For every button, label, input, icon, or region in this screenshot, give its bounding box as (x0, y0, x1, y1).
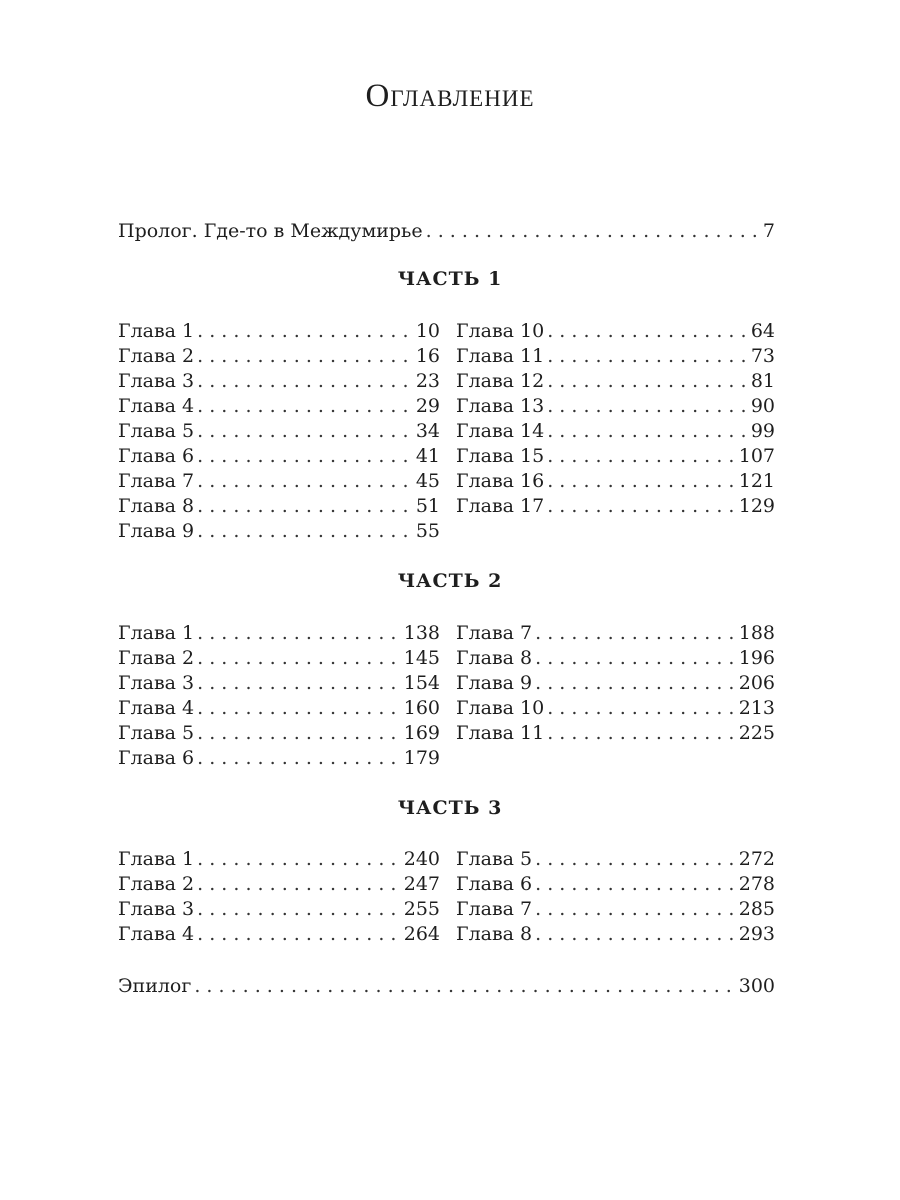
dot-leader (547, 319, 748, 344)
dot-leader (547, 344, 748, 369)
toc-entry-chapter[interactable] (456, 671, 775, 696)
toc-entry-label: Глава 1 (118, 848, 195, 870)
toc-entry-chapter[interactable] (118, 519, 440, 544)
toc-entry-page: 34 (415, 420, 440, 442)
toc-entry-page: 264 (403, 923, 440, 945)
toc-entry-label: Глава 3 (118, 672, 195, 694)
toc-entry-page: 213 (738, 697, 775, 719)
dot-leader (535, 872, 736, 897)
toc-entry-chapter[interactable] (118, 319, 440, 344)
dot-leader (535, 671, 736, 696)
part-3-left-column (118, 847, 440, 947)
dot-leader (535, 922, 736, 947)
toc-entry-chapter[interactable] (456, 369, 775, 394)
toc-entry-label: Глава 16 (456, 470, 545, 492)
toc-entry-label: Глава 8 (118, 495, 195, 517)
toc-entry-epilogue[interactable] (118, 974, 775, 999)
dot-leader (547, 494, 736, 519)
dot-leader (197, 721, 401, 746)
dot-leader (197, 847, 401, 872)
dot-leader (197, 646, 401, 671)
page-title: Оглавление (365, 78, 535, 114)
toc-entry-chapter[interactable] (456, 897, 775, 922)
toc-entry-page: 51 (415, 495, 440, 517)
toc-entry-chapter[interactable] (118, 922, 440, 947)
dot-leader (197, 519, 413, 544)
toc-entry-chapter[interactable] (118, 469, 440, 494)
toc-entry-page: 247 (403, 873, 440, 895)
toc-entry-label: Глава 1 (118, 622, 195, 644)
toc-entry-chapter[interactable] (456, 419, 775, 444)
toc-entry-page: 179 (403, 747, 440, 769)
toc-entry-chapter[interactable] (118, 419, 440, 444)
toc-entry-page: 45 (415, 470, 440, 492)
toc-entry-page: 225 (738, 722, 775, 744)
toc-entry-label: Эпилог (118, 975, 192, 997)
toc-entry-label: Глава 7 (456, 622, 533, 644)
dot-leader (535, 847, 736, 872)
dot-leader (547, 469, 736, 494)
toc-entry-chapter[interactable] (118, 621, 440, 646)
toc-entry-chapter[interactable] (456, 872, 775, 897)
toc-entry-label: Глава 4 (118, 923, 195, 945)
dot-leader (547, 369, 748, 394)
toc-entry-chapter[interactable] (456, 319, 775, 344)
toc-entry-page: 90 (750, 395, 775, 417)
toc-entry-label: Глава 10 (456, 320, 545, 342)
toc-entry-chapter[interactable] (456, 494, 775, 519)
toc-entry-page: 41 (415, 445, 440, 467)
dot-leader (197, 394, 413, 419)
toc-entry-label: Глава 15 (456, 445, 545, 467)
toc-entry-prologue[interactable] (118, 219, 775, 244)
toc-entry-chapter[interactable] (118, 444, 440, 469)
toc-entry-label: Глава 2 (118, 345, 195, 367)
toc-entry-chapter[interactable] (118, 746, 440, 771)
toc-entry-label: Глава 12 (456, 370, 545, 392)
dot-leader (197, 922, 401, 947)
dot-leader (197, 444, 413, 469)
dot-leader (547, 696, 736, 721)
toc-entry-label: Глава 5 (456, 848, 533, 870)
toc-entry-label: Глава 6 (118, 445, 195, 467)
toc-entry-chapter[interactable] (456, 444, 775, 469)
toc-entry-page: 7 (762, 220, 775, 242)
dot-leader (197, 746, 401, 771)
toc-entry-label: Глава 9 (118, 520, 195, 542)
dot-leader (197, 897, 401, 922)
dot-leader (197, 494, 413, 519)
dot-leader (197, 872, 401, 897)
toc-entry-page: 16 (415, 345, 440, 367)
toc-entry-chapter[interactable] (118, 872, 440, 897)
dot-leader (547, 419, 748, 444)
toc-entry-label: Глава 9 (456, 672, 533, 694)
toc-entry-label: Глава 2 (118, 873, 195, 895)
toc-entry-page: 55 (415, 520, 440, 542)
dot-leader (197, 319, 413, 344)
toc-entry-page: 255 (403, 898, 440, 920)
dot-leader (197, 344, 413, 369)
toc-entry-label: Глава 2 (118, 647, 195, 669)
toc-entry-chapter[interactable] (118, 344, 440, 369)
toc-entry-chapter[interactable] (456, 922, 775, 947)
dot-leader (194, 974, 735, 999)
dot-leader (197, 621, 401, 646)
toc-entry-label: Глава 8 (456, 647, 533, 669)
toc-entry-page: 138 (403, 622, 440, 644)
part-heading-3: ЧАСТЬ 3 (397, 797, 503, 819)
toc-entry-chapter[interactable] (118, 671, 440, 696)
toc-entry-label: Глава 11 (456, 722, 545, 744)
dot-leader (197, 469, 413, 494)
toc-entry-page: 169 (403, 722, 440, 744)
toc-entry-page: 240 (403, 848, 440, 870)
part-2-left-column (118, 621, 440, 771)
toc-entry-chapter[interactable] (118, 394, 440, 419)
toc-entry-label: Глава 13 (456, 395, 545, 417)
toc-entry-page: 160 (403, 697, 440, 719)
toc-entry-page: 10 (415, 320, 440, 342)
toc-entry-chapter[interactable] (456, 344, 775, 369)
toc-entry-label: Глава 5 (118, 420, 195, 442)
toc-entry-page: 107 (738, 445, 775, 467)
toc-entry-chapter[interactable] (118, 696, 440, 721)
toc-entry-label: Глава 4 (118, 395, 195, 417)
toc-entry-chapter[interactable] (456, 696, 775, 721)
toc-entry-chapter[interactable] (118, 897, 440, 922)
toc-entry-page: 73 (750, 345, 775, 367)
toc-entry-chapter[interactable] (456, 721, 775, 746)
toc-entry-page: 99 (750, 420, 775, 442)
toc-entry-page: 293 (738, 923, 775, 945)
toc-entry-label: Глава 6 (456, 873, 533, 895)
dot-leader (426, 219, 760, 244)
toc-entry-chapter[interactable] (118, 847, 440, 872)
dot-leader (197, 696, 401, 721)
toc-entry-chapter[interactable] (456, 847, 775, 872)
toc-entry-label: Глава 7 (456, 898, 533, 920)
toc-entry-label: Глава 14 (456, 420, 545, 442)
toc-entry-chapter[interactable] (118, 494, 440, 519)
toc-entry-page: 196 (738, 647, 775, 669)
toc-entry-page: 129 (738, 495, 775, 517)
toc-entry-page: 278 (738, 873, 775, 895)
toc-entry-label: Глава 3 (118, 370, 195, 392)
toc-entry-label: Глава 5 (118, 722, 195, 744)
toc-entry-page: 300 (738, 975, 775, 997)
toc-entry-page: 81 (750, 370, 775, 392)
toc-entry-chapter[interactable] (456, 394, 775, 419)
toc-entry-label: Глава 1 (118, 320, 195, 342)
toc-entry-chapter[interactable] (118, 369, 440, 394)
toc-entry-page: 23 (415, 370, 440, 392)
part-heading-1: ЧАСТЬ 1 (397, 268, 503, 290)
part-1-right-column (456, 319, 775, 519)
toc-entry-label: Пролог. Где-то в Междумирье (118, 220, 423, 242)
dot-leader (547, 721, 736, 746)
toc-entry-page: 145 (403, 647, 440, 669)
toc-entry-page: 154 (403, 672, 440, 694)
toc-entry-label: Глава 4 (118, 697, 195, 719)
toc-entry-page: 188 (738, 622, 775, 644)
toc-entry-chapter[interactable] (118, 721, 440, 746)
dot-leader (197, 671, 401, 696)
toc-entry-page: 121 (738, 470, 775, 492)
toc-entry-label: Глава 17 (456, 495, 545, 517)
dot-leader (535, 897, 736, 922)
toc-entry-page: 285 (738, 898, 775, 920)
dot-leader (197, 419, 413, 444)
dot-leader (535, 646, 736, 671)
part-heading-2: ЧАСТЬ 2 (397, 570, 503, 592)
toc-entry-chapter[interactable] (456, 469, 775, 494)
toc-entry-label: Глава 6 (118, 747, 195, 769)
dot-leader (535, 621, 736, 646)
toc-entry-label: Глава 3 (118, 898, 195, 920)
toc-entry-chapter[interactable] (456, 621, 775, 646)
dot-leader (547, 444, 736, 469)
toc-entry-label: Глава 7 (118, 470, 195, 492)
toc-entry-chapter[interactable] (456, 646, 775, 671)
toc-entry-label: Глава 10 (456, 697, 545, 719)
dot-leader (197, 369, 413, 394)
toc-entry-page: 29 (415, 395, 440, 417)
toc-entry-page: 272 (738, 848, 775, 870)
toc-entry-chapter[interactable] (118, 646, 440, 671)
toc-entry-label: Глава 8 (456, 923, 533, 945)
toc-entry-label: Глава 11 (456, 345, 545, 367)
part-1-left-column (118, 319, 440, 544)
part-3-right-column (456, 847, 775, 947)
toc-entry-page: 64 (750, 320, 775, 342)
dot-leader (547, 394, 748, 419)
part-2-right-column (456, 621, 775, 746)
toc-entry-page: 206 (738, 672, 775, 694)
